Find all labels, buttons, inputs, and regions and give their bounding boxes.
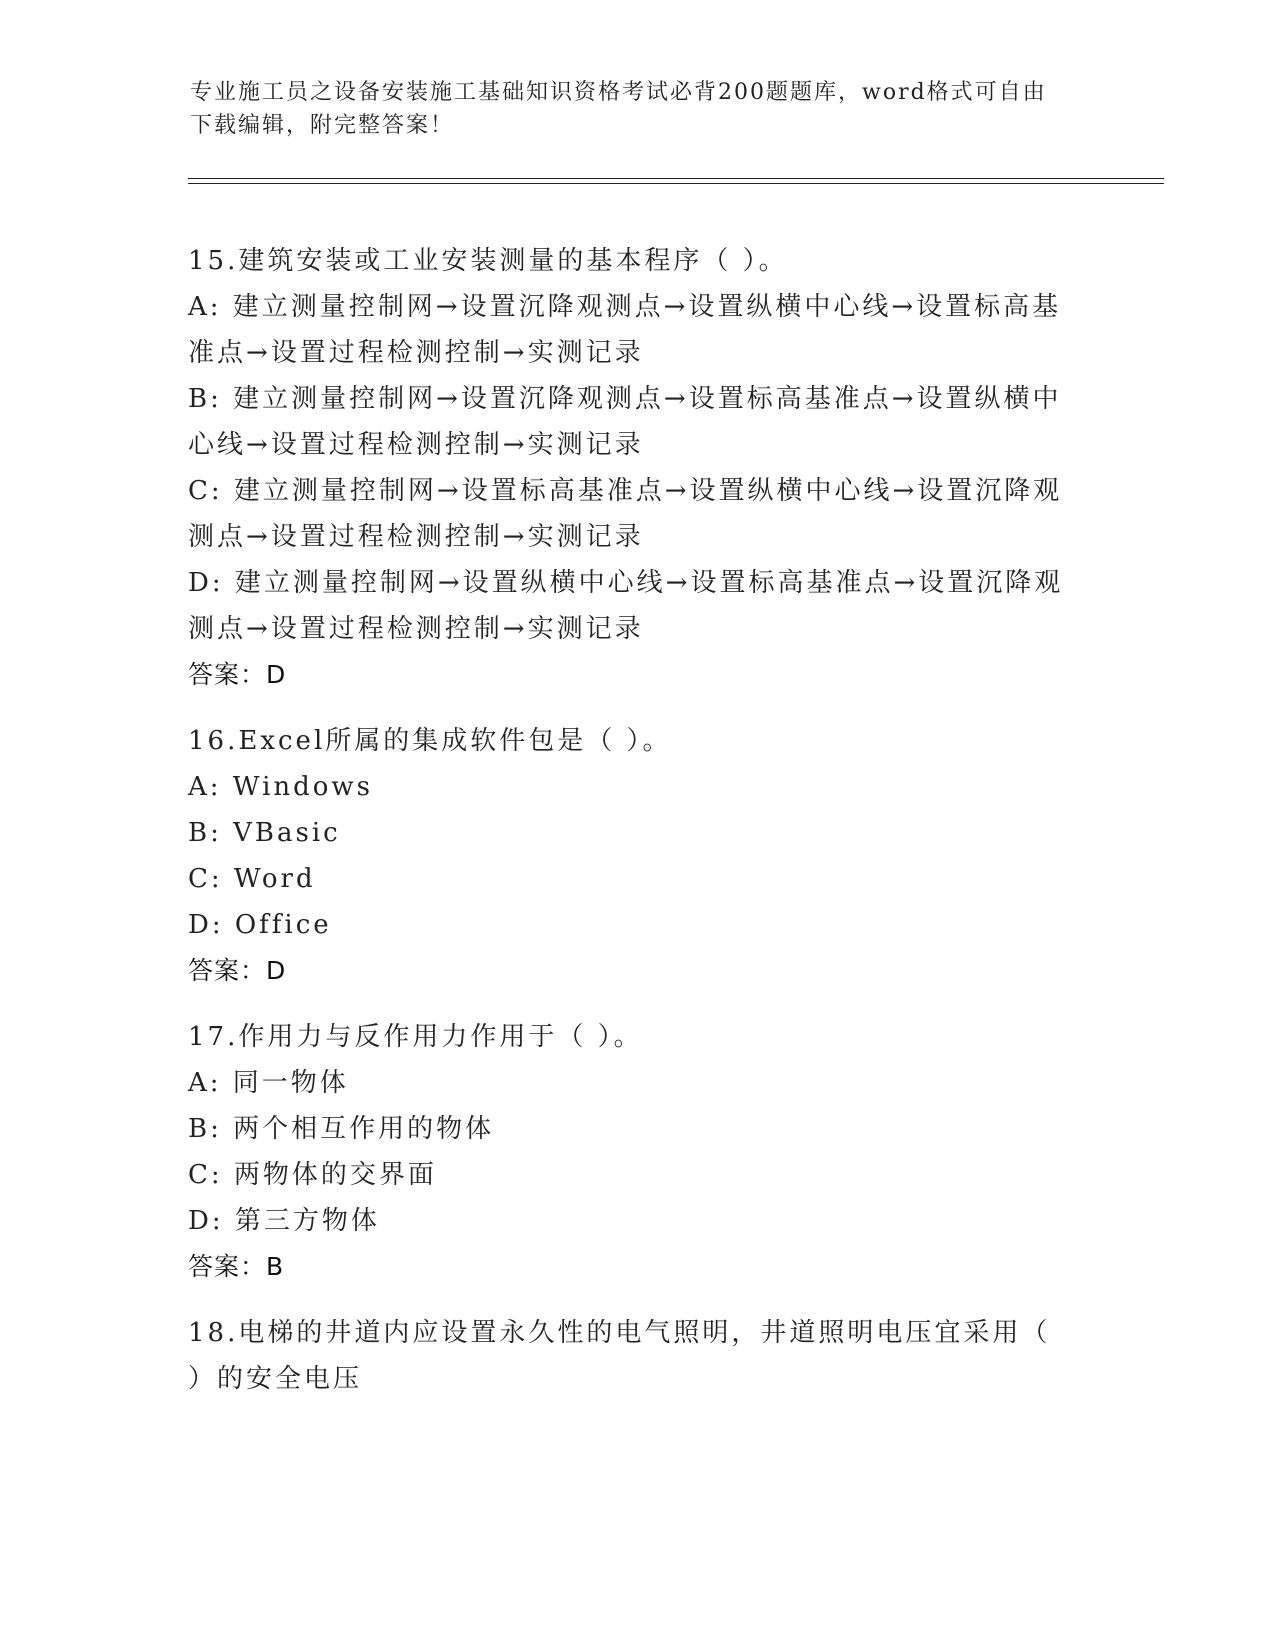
option-b-line-2: 心线→设置过程检测控制→实测记录 bbox=[188, 430, 644, 460]
option-a: A: 同一物体 bbox=[188, 1068, 349, 1098]
answer-label: 答案：B bbox=[188, 1252, 285, 1281]
option-d-line-2: 测点→设置过程检测控制→实测记录 bbox=[188, 614, 644, 644]
question-15 bbox=[188, 238, 1088, 698]
question-stem-line-1: 18.电梯的井道内应设置永久性的电气照明，井道照明电压宜采用（ bbox=[188, 1318, 1051, 1348]
question-stem: 16.Excel所属的集成软件包是（ ）。 bbox=[188, 726, 672, 756]
option-c-line-1: C: 建立测量控制网→设置标高基准点→设置纵横中心线→设置沉降观 bbox=[188, 476, 1063, 506]
question-stem: 17.作用力与反作用力作用于（ ）。 bbox=[188, 1022, 643, 1052]
question-16 bbox=[188, 718, 1088, 994]
question-18 bbox=[188, 1310, 1088, 1402]
option-d: D: 第三方物体 bbox=[188, 1206, 380, 1236]
option-b: B: VBasic bbox=[188, 818, 341, 848]
option-a-line-2: 准点→设置过程检测控制→实测记录 bbox=[188, 338, 644, 368]
header-line-2: 下载编辑，附完整答案！ bbox=[190, 113, 455, 138]
header-line-1: 专业施工员之设备安装施工基础知识资格考试必背200题题库，word格式可自由 bbox=[190, 80, 1047, 105]
answer-label: 答案：D bbox=[188, 660, 287, 689]
option-c: C: Word bbox=[188, 864, 316, 894]
question-stem-line-2: ）的安全电压 bbox=[188, 1364, 363, 1394]
option-b: B: 两个相互作用的物体 bbox=[188, 1114, 495, 1144]
option-b-line-1: B: 建立测量控制网→设置沉降观测点→设置标高基准点→设置纵横中 bbox=[188, 384, 1062, 414]
header-divider-top bbox=[188, 178, 1164, 179]
question-list bbox=[188, 238, 1088, 1422]
header-divider-bottom bbox=[188, 183, 1164, 184]
option-a-line-1: A: 建立测量控制网→设置沉降观测点→设置纵横中心线→设置标高基 bbox=[188, 292, 1062, 322]
answer-label: 答案：D bbox=[188, 956, 287, 985]
option-d: D: Office bbox=[188, 910, 332, 940]
option-d-line-1: D: 建立测量控制网→设置纵横中心线→设置标高基准点→设置沉降观 bbox=[188, 568, 1064, 598]
option-c-line-2: 测点→设置过程检测控制→实测记录 bbox=[188, 522, 644, 552]
document-header bbox=[190, 76, 1070, 142]
option-c: C: 两物体的交界面 bbox=[188, 1160, 437, 1190]
question-17 bbox=[188, 1014, 1088, 1290]
question-stem: 15.建筑安装或工业安装测量的基本程序（ ）。 bbox=[188, 246, 788, 276]
option-a: A: Windows bbox=[188, 772, 374, 802]
